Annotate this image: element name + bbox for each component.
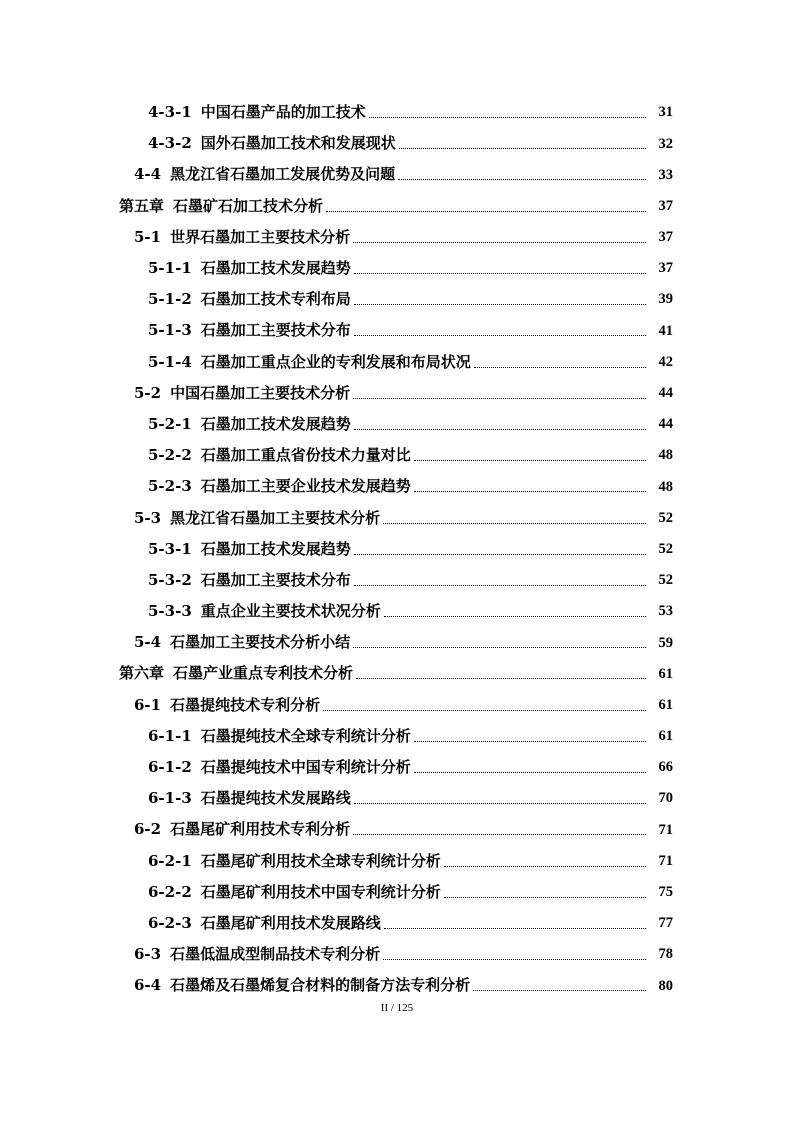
toc-entry-title: 石墨提纯技术全球专利统计分析 bbox=[200, 726, 411, 745]
toc-entry-page: 71 bbox=[658, 821, 673, 838]
toc-entry-page: 71 bbox=[658, 852, 673, 869]
toc-entry[interactable] bbox=[0, 908, 794, 939]
toc-entry[interactable] bbox=[0, 315, 794, 346]
toc-entry-title: 国外石墨加工技术和发展现状 bbox=[200, 134, 396, 153]
toc-entry-number: 5-2-3 bbox=[148, 477, 192, 496]
toc-entry-text bbox=[119, 196, 324, 215]
toc-dot-leader bbox=[444, 866, 646, 867]
toc-entry-number: 5-3 bbox=[134, 508, 162, 527]
toc-entry-page: 42 bbox=[658, 353, 673, 370]
toc-entry-title: 石墨提纯技术中国专利统计分析 bbox=[200, 758, 411, 777]
toc-dot-leader bbox=[354, 585, 646, 586]
toc-entry-title: 石墨尾矿利用技术中国专利统计分析 bbox=[200, 882, 441, 901]
toc-entry[interactable] bbox=[0, 690, 794, 721]
table-of-contents bbox=[0, 97, 794, 1001]
toc-dot-leader bbox=[414, 491, 646, 492]
toc-entry-number: 6-4 bbox=[134, 976, 162, 995]
toc-entry-text bbox=[148, 323, 351, 338]
toc-dot-leader bbox=[353, 242, 646, 243]
toc-entry-number: 4-3-2 bbox=[148, 134, 192, 153]
toc-entry-number: 5-1 bbox=[134, 227, 162, 246]
toc-entry-page: 52 bbox=[658, 509, 673, 526]
toc-dot-leader bbox=[414, 772, 646, 773]
toc-entry-text bbox=[148, 261, 351, 276]
toc-dot-leader bbox=[399, 148, 646, 149]
toc-entry-page: 39 bbox=[658, 291, 673, 308]
toc-entry-text bbox=[148, 448, 411, 463]
toc-entry-title: 石墨加工技术专利布局 bbox=[200, 290, 351, 309]
toc-entry-title: 石墨烯及石墨烯复合材料的制备方法专利分析 bbox=[170, 976, 471, 995]
toc-entry-title: 重点企业主要技术状况分析 bbox=[200, 602, 381, 621]
toc-dot-leader bbox=[326, 211, 646, 212]
toc-dot-leader bbox=[369, 117, 646, 118]
toc-entry-title: 石墨加工技术发展趋势 bbox=[200, 539, 351, 558]
toc-entry[interactable] bbox=[0, 378, 794, 409]
toc-entry-number: 6-1-3 bbox=[148, 789, 192, 808]
toc-entry-page: 41 bbox=[658, 322, 673, 339]
toc-dot-leader bbox=[354, 304, 646, 305]
toc-entry[interactable] bbox=[0, 409, 794, 440]
toc-entry[interactable] bbox=[0, 284, 794, 315]
toc-entry-title: 中国石墨产品的加工技术 bbox=[200, 103, 366, 122]
toc-dot-leader bbox=[398, 179, 646, 180]
toc-entry-page: 32 bbox=[658, 135, 673, 152]
toc-entry-page: 61 bbox=[658, 665, 673, 682]
toc-entry[interactable] bbox=[0, 783, 794, 814]
toc-entry-text bbox=[134, 167, 395, 182]
toc-entry-number: 5-4 bbox=[134, 633, 162, 652]
toc-entry-text bbox=[134, 822, 350, 837]
page-footer bbox=[0, 1002, 794, 1014]
toc-dot-leader bbox=[414, 460, 646, 461]
toc-entry-page: 37 bbox=[658, 197, 673, 214]
toc-entry-text bbox=[148, 352, 471, 371]
toc-entry-text bbox=[134, 383, 351, 402]
toc-entry-title: 石墨尾矿利用技术全球专利统计分析 bbox=[200, 851, 441, 870]
toc-entry-number: 5-1-3 bbox=[148, 321, 192, 340]
toc-entry[interactable] bbox=[0, 752, 794, 783]
toc-entry-page: 44 bbox=[658, 416, 673, 433]
toc-dot-leader bbox=[354, 554, 646, 555]
toc-entry[interactable] bbox=[0, 721, 794, 752]
toc-entry-text bbox=[148, 414, 351, 433]
toc-entry[interactable] bbox=[0, 939, 794, 970]
toc-entry-title: 石墨低温成型制品技术专利分析 bbox=[170, 945, 381, 964]
toc-entry-title: 石墨尾矿利用技术专利分析 bbox=[170, 820, 351, 839]
toc-entry-number: 5-1-1 bbox=[148, 259, 192, 278]
toc-entry-text bbox=[148, 539, 351, 558]
toc-entry-text bbox=[119, 666, 353, 681]
toc-entry-text bbox=[148, 570, 351, 589]
toc-dot-leader bbox=[383, 959, 646, 960]
toc-entry-title: 石墨加工主要技术分布 bbox=[200, 321, 351, 340]
toc-entry-text bbox=[134, 227, 351, 246]
toc-entry-number: 5-1-4 bbox=[148, 352, 192, 371]
toc-entry-text bbox=[148, 851, 441, 870]
toc-entry-number: 6-1-1 bbox=[148, 726, 192, 745]
toc-entry-text bbox=[148, 882, 441, 901]
toc-entry[interactable] bbox=[0, 253, 794, 284]
toc-dot-leader bbox=[354, 273, 646, 274]
toc-entry-title: 黑龙江省石墨加工主要技术分析 bbox=[170, 508, 381, 527]
toc-dot-leader bbox=[384, 928, 646, 929]
toc-entry-text bbox=[148, 105, 366, 120]
toc-dot-leader bbox=[354, 803, 646, 804]
toc-entry-title: 石墨加工重点省份技术力量对比 bbox=[200, 446, 411, 465]
toc-entry[interactable] bbox=[0, 565, 794, 596]
toc-dot-leader bbox=[353, 834, 646, 835]
toc-entry-number: 第六章 bbox=[119, 664, 165, 683]
toc-entry[interactable] bbox=[0, 222, 794, 253]
toc-entry-text bbox=[134, 978, 470, 993]
toc-entry-number: 6-2-3 bbox=[148, 913, 192, 932]
toc-dot-leader bbox=[353, 647, 646, 648]
toc-entry-title: 世界石墨加工主要技术分析 bbox=[170, 227, 351, 246]
toc-entry[interactable] bbox=[0, 440, 794, 471]
toc-entry[interactable] bbox=[0, 814, 794, 845]
toc-entry-number: 6-2 bbox=[134, 820, 162, 839]
toc-entry-title: 石墨加工主要技术分析小结 bbox=[170, 633, 351, 652]
toc-entry-number: 5-2-1 bbox=[148, 414, 192, 433]
toc-entry[interactable] bbox=[0, 627, 794, 658]
toc-entry-number: 第五章 bbox=[119, 196, 165, 215]
toc-entry-page: 66 bbox=[658, 759, 673, 776]
toc-entry-page: 48 bbox=[658, 447, 673, 464]
toc-entry-page: 75 bbox=[658, 884, 673, 901]
toc-entry[interactable] bbox=[0, 502, 794, 533]
toc-entry-text bbox=[134, 695, 321, 714]
toc-entry-page: 61 bbox=[658, 696, 673, 713]
toc-entry-text bbox=[148, 479, 411, 494]
toc-entry[interactable] bbox=[0, 471, 794, 502]
toc-entry-number: 6-1 bbox=[134, 695, 162, 714]
toc-entry-page: 52 bbox=[658, 540, 673, 557]
toc-entry-text bbox=[148, 913, 381, 932]
toc-entry-number: 4-3-1 bbox=[148, 103, 192, 122]
toc-entry-text bbox=[148, 791, 351, 806]
page-number: II / 125 bbox=[380, 1002, 414, 1014]
toc-entry-title: 黑龙江省石墨加工发展优势及问题 bbox=[170, 165, 396, 184]
toc-dot-leader bbox=[384, 616, 646, 617]
toc-dot-leader bbox=[356, 678, 646, 679]
toc-entry-page: 52 bbox=[658, 572, 673, 589]
toc-entry-text bbox=[148, 136, 396, 151]
toc-entry-page: 37 bbox=[658, 229, 673, 246]
toc-entry-title: 石墨加工技术发展趋势 bbox=[200, 259, 351, 278]
toc-entry-title: 石墨尾矿利用技术发展路线 bbox=[200, 913, 381, 932]
toc-entry[interactable] bbox=[0, 970, 794, 1001]
toc-entry-text bbox=[148, 726, 411, 745]
toc-dot-leader bbox=[323, 710, 646, 711]
toc-entry-title: 石墨加工主要技术分布 bbox=[200, 570, 351, 589]
toc-dot-leader bbox=[353, 398, 646, 399]
toc-entry-page: 44 bbox=[658, 385, 673, 402]
toc-entry-text bbox=[148, 604, 381, 619]
toc-entry-number: 5-3-1 bbox=[148, 539, 192, 558]
toc-entry-page: 61 bbox=[658, 728, 673, 745]
toc-dot-leader bbox=[383, 523, 646, 524]
toc-entry[interactable] bbox=[0, 534, 794, 565]
toc-entry[interactable] bbox=[0, 159, 794, 190]
toc-entry-number: 5-3-2 bbox=[148, 570, 192, 589]
toc-entry-text bbox=[134, 635, 350, 650]
toc-entry-title: 石墨加工技术发展趋势 bbox=[200, 414, 351, 433]
toc-entry[interactable] bbox=[0, 347, 794, 378]
toc-entry-page: 53 bbox=[658, 603, 673, 620]
toc-entry-title: 石墨产业重点专利技术分析 bbox=[173, 664, 354, 683]
toc-entry-page: 70 bbox=[658, 790, 673, 807]
toc-entry[interactable] bbox=[0, 191, 794, 222]
toc-entry-text bbox=[134, 508, 381, 527]
toc-dot-leader bbox=[354, 335, 646, 336]
toc-dot-leader bbox=[473, 990, 646, 991]
toc-dot-leader bbox=[414, 741, 646, 742]
toc-entry-text bbox=[134, 947, 380, 962]
toc-entry-number: 6-3 bbox=[134, 945, 162, 964]
toc-entry-number: 5-3-3 bbox=[148, 602, 192, 621]
toc-entry-page: 33 bbox=[658, 166, 673, 183]
toc-entry[interactable] bbox=[0, 596, 794, 627]
toc-entry-number: 5-1-2 bbox=[148, 290, 192, 309]
toc-entry-title: 石墨提纯技术发展路线 bbox=[200, 789, 351, 808]
toc-entry-text bbox=[148, 760, 411, 775]
toc-entry-title: 石墨加工重点企业的专利发展和布局状况 bbox=[200, 352, 471, 371]
toc-entry[interactable] bbox=[0, 658, 794, 689]
toc-dot-leader bbox=[354, 429, 646, 430]
toc-entry-title: 中国石墨加工主要技术分析 bbox=[170, 383, 351, 402]
toc-entry-number: 6-2-1 bbox=[148, 851, 192, 870]
toc-entry-text bbox=[148, 292, 351, 307]
toc-entry-number: 6-1-2 bbox=[148, 758, 192, 777]
toc-entry-page: 31 bbox=[658, 104, 673, 121]
toc-entry[interactable] bbox=[0, 97, 794, 128]
toc-entry-number: 5-2-2 bbox=[148, 446, 192, 465]
toc-entry-page: 37 bbox=[658, 260, 673, 277]
toc-entry-page: 77 bbox=[658, 915, 673, 932]
toc-entry[interactable] bbox=[0, 846, 794, 877]
toc-entry-page: 78 bbox=[658, 946, 673, 963]
toc-entry-page: 59 bbox=[658, 634, 673, 651]
toc-entry-number: 5-2 bbox=[134, 383, 162, 402]
toc-dot-leader bbox=[444, 897, 646, 898]
toc-entry-title: 石墨矿石加工技术分析 bbox=[173, 196, 324, 215]
toc-dot-leader bbox=[474, 367, 646, 368]
toc-entry-page: 80 bbox=[658, 977, 673, 994]
toc-entry-title: 石墨加工主要企业技术发展趋势 bbox=[200, 477, 411, 496]
toc-entry-number: 4-4 bbox=[134, 165, 162, 184]
toc-entry[interactable] bbox=[0, 128, 794, 159]
toc-entry[interactable] bbox=[0, 877, 794, 908]
toc-entry-page: 48 bbox=[658, 478, 673, 495]
toc-entry-title: 石墨提纯技术专利分析 bbox=[170, 695, 321, 714]
toc-entry-number: 6-2-2 bbox=[148, 882, 192, 901]
